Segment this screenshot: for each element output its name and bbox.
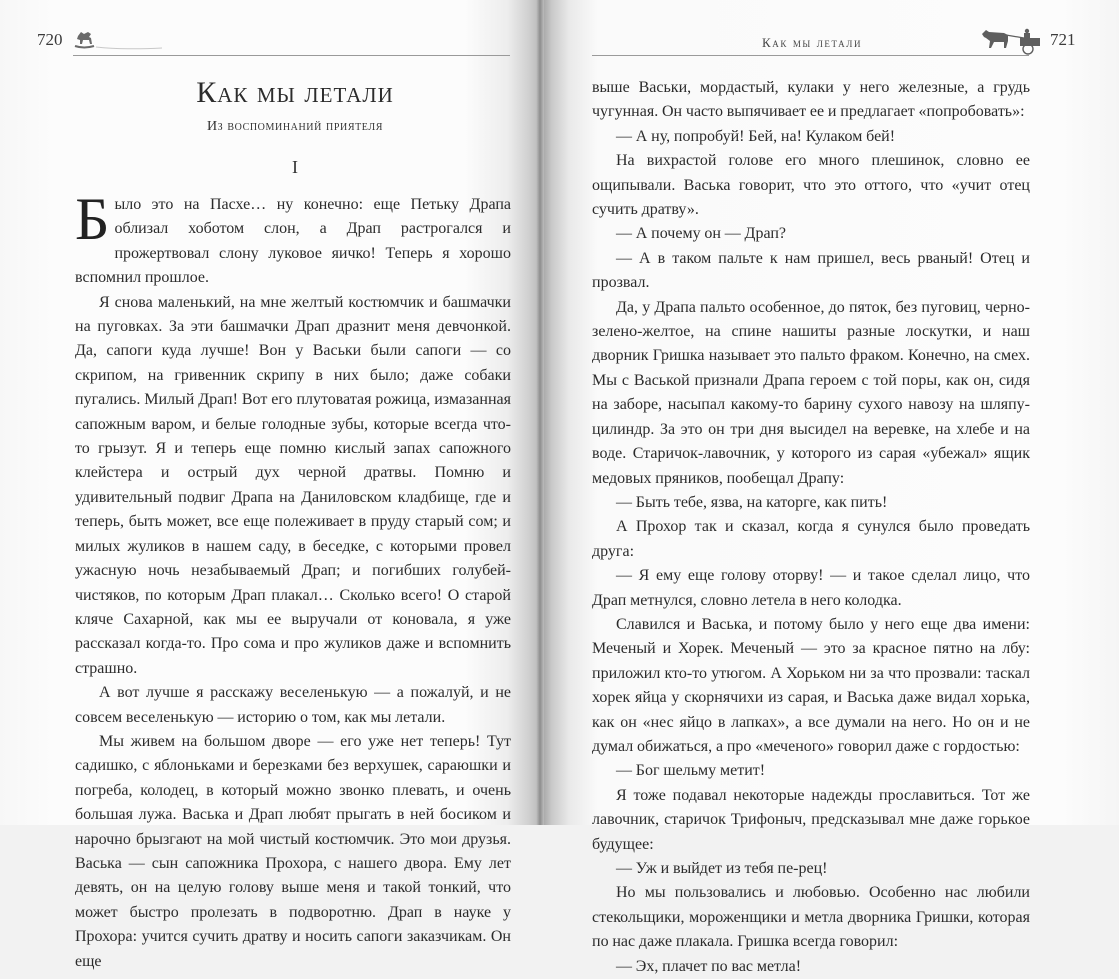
chapter-title: Как мы летали	[196, 76, 394, 109]
paragraph: — Уж и выйдет из тебя пе-рец!	[616, 860, 828, 877]
paragraph: Славился и Васька, и потому было у него еще два имени: Меченый и Хорек. Меченый — это за красное пятно на лбу: приложил кто-то утюгом. А Хорьком ни за что прозвали: таскал хорек яйца у скорнячихи из сарая, и Васька даже видал хорька, как он «нес яйцо в лапках», а все думали на него. Но он и не думал обижаться, а про «меченого» говорил даже с гордостью:	[592, 615, 1030, 755]
paragraph: — Бог шельму метит!	[616, 762, 766, 780]
right-page	[540, 0, 1119, 975]
paragraph: А Прохор так и сказал, когда я сунулся было проведать друга:	[592, 518, 1030, 560]
horse-carriage-icon	[980, 26, 1044, 56]
header-rule	[592, 55, 1029, 56]
page-number: 721	[1050, 30, 1076, 49]
paragraph: Мы живем на большом дворе — его уже нет теперь! Тут садишко, с яблоньками и березками без верхушек, сараюшки и погреба, колодец, в который можно звонко плевать, и очень большая лужа. Васька и Драп любят прыгать в ней босиком и нарочно брызгают на мой чистый костюмчик. Это мои друзья. Васька — сын сапожника Прохора, с нашего двора. Ему лет девять, он на целую голову выше меня и такой тонкий, что может быстро пролезать в подворотню. Драп в науке у Прохора: учится сучить дратву и носить сапоги заказчикам. Он еще	[75, 732, 511, 970]
paragraph: — А в таком пальте к нам пришел, весь рваный! Отец и прозвал.	[592, 249, 1030, 292]
chapter-subtitle: Из воспоминаний приятеля	[206, 119, 384, 134]
paragraph: — Быть тебе, язва, на каторге, как пить!	[616, 493, 888, 511]
rocking-horse-icon	[74, 28, 164, 54]
paragraph: Я тоже подавал некоторые надежды прославиться. Тот же лавочник, старичок Трифоныч, предсказывал мне даже горькое будущее:	[592, 786, 1030, 853]
paragraph: Да, у Драпа пальто особенное, до пяток, без пуговиц, черно-зелено-желтое, на спине нашиты разные лоскутки, и наш дворник Гришка называет это пальто фраком. Конечно, на смех. Мы с Васькой признали Драпа героем с той поры, как он, сидя на заборе, насыпал какому-то барину сухого навозу на шляпу-цилиндр. За это он три дня высидел на веревке, на хлебе и на воде. Старичок-лавочник, у которого из сарая «убежал» ящик медовых пряников, пообещал Драпу:	[592, 298, 1030, 487]
paragraph: А вот лучше я расскажу веселенькую — а пожалуй, и не совсем веселенькую — историю о том, как мы летали.	[75, 684, 511, 726]
body-text	[75, 186, 511, 974]
paragraph: — А почему он — Драп?	[616, 225, 787, 243]
body-text	[592, 76, 1030, 979]
part-number: I	[292, 157, 298, 177]
paragraph: выше Васьки, мордастый, кулаки у него железные, а грудь чугунная. Он часто выпячивает ее и предлагает «попробовать»:	[592, 79, 1030, 121]
paragraph: — А ну, попробуй! Бей, на! Кулаком бей!	[616, 127, 896, 145]
paragraph: — Я ему еще голову оторву! — и такое сделал лицо, что Драп метнулся, словно летела в него колодка.	[592, 567, 1030, 609]
running-title: Как мы летали	[762, 35, 863, 50]
paragraph-text: ыло это на Пасхе… ну конечно: еще Петьку Драпа облизал хоботом слон, а Драп растрогался и прожертвовал слону луковое яичко! Теперь я хорошо вспомнил прошлое.	[75, 196, 511, 287]
left-page	[0, 0, 540, 970]
page-number: 720	[37, 30, 63, 49]
paragraph: — Эх, плачет по вас метла!	[616, 957, 802, 975]
paragraph	[75, 186, 511, 291]
paragraph: На вихрастой голове его много плешинок, словно ее ощипывали. Васька говорит, что это оттого, что «учит отец сучить дратву».	[592, 152, 1030, 219]
header-rule	[73, 55, 510, 56]
drop-cap: Б	[75, 186, 110, 252]
paragraph: Я снова маленький, на мне желтый костюмчик и башмачки на пуговках. За эти башмачки Драп дразнит меня девчонкой. Да, сапоги куда лучше! Вон у Васьки были сапоги — со скрипом, на гривенник скрипу в них было; даже собаки пугались. Милый Драп! Вот его плутоватая рожица, измазанная сапожным варом, и белые голодные зубы, которые всегда что-то грызут. Я и теперь еще помню кислый запах сапожного клейстера и острый дух черной дратвы. Помню и удивительный подвиг Драпа на Даниловском кладбище, где и теперь, быть может, все еще полеживает в пруду старый сом; и милых жуликов в нашем саду, в беседке, с которыми провел ужасную ночь незабываемый Драп; и погибших голубей-чистяков, по которым Драп плакал… Сколько всего! О старой кляче Сахарной, как мы ее выручали от коновала, я уже рассказал когда-то. Про сома и про жуликов даже и вспомнить страшно.	[75, 293, 511, 677]
book-gutter	[536, 0, 544, 825]
paragraph: Но мы пользовались и любовью. Особенно нас любили стекольщики, мороженщики и метла дворника Гришки, которая по нас даже плакала. Гришка всегда говорил:	[592, 884, 1030, 951]
